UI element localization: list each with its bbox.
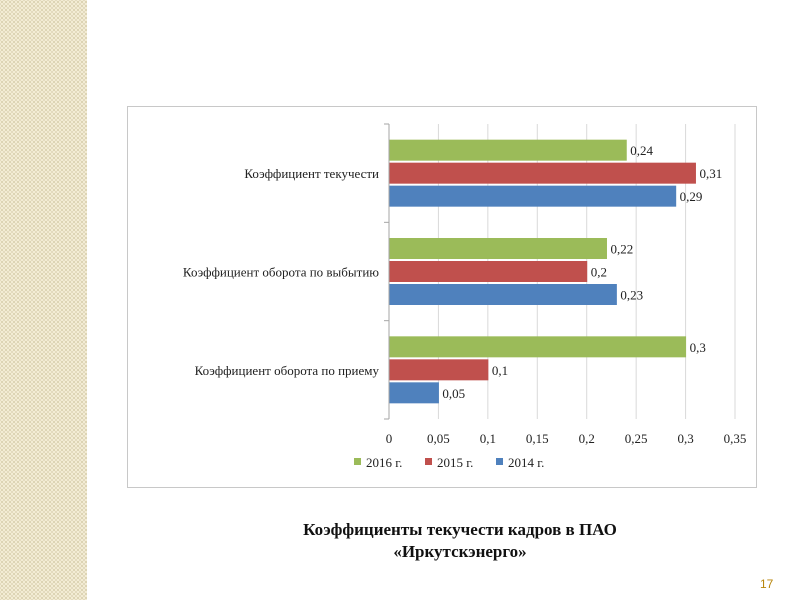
legend-swatch	[496, 458, 503, 465]
bar	[390, 359, 489, 380]
bar-value-label: 0,24	[630, 143, 654, 159]
caption-line-1: Коэффициенты текучести кадров в ПАО	[303, 520, 617, 539]
bar	[390, 238, 607, 259]
bar	[390, 382, 439, 403]
x-tick-label: 0	[385, 431, 393, 446]
bar	[390, 284, 617, 305]
x-tick-label: 0,15	[525, 431, 549, 446]
bar-value-label: 0,05	[442, 385, 466, 401]
x-tick-label: 0,3	[677, 431, 694, 446]
category-label: Коэффициент текучести	[244, 166, 379, 182]
bar-value-label: 0,29	[679, 189, 703, 205]
bar-value-label: 0,22	[610, 241, 634, 257]
x-tick-label: 0,1	[479, 431, 496, 446]
page-number: 17	[760, 577, 774, 591]
slide-caption	[220, 519, 700, 563]
bar-value-label: 0,2	[590, 264, 607, 280]
bar-value-label: 0,31	[699, 166, 723, 182]
bar	[390, 186, 677, 207]
bar	[390, 261, 588, 282]
bar-value-label: 0,3	[689, 339, 706, 355]
x-tick-label: 0,2	[578, 431, 595, 446]
caption-line-2: «Иркутскэнерго»	[393, 542, 527, 561]
bar	[390, 336, 687, 357]
decorative-side-stripe	[0, 0, 87, 600]
x-tick-label: 0,05	[427, 431, 450, 446]
category-label: Коэффициент оборота по выбытию	[182, 264, 379, 280]
chart-frame	[127, 106, 757, 488]
legend-label: 2014 г.	[508, 455, 545, 470]
bar	[390, 140, 627, 161]
legend-swatch	[425, 458, 432, 465]
x-tick-label: 0,25	[624, 431, 648, 446]
legend-label: 2015 г.	[437, 455, 474, 470]
bar-value-label: 0,1	[491, 362, 509, 378]
x-tick-label: 0,35	[723, 431, 747, 446]
legend-label: 2016 г.	[366, 455, 403, 470]
bar-value-label: 0,23	[620, 287, 644, 303]
category-label: Коэффициент оборота по приему	[194, 362, 379, 378]
bar	[390, 163, 696, 184]
legend-swatch	[354, 458, 361, 465]
bar-chart	[128, 107, 758, 489]
